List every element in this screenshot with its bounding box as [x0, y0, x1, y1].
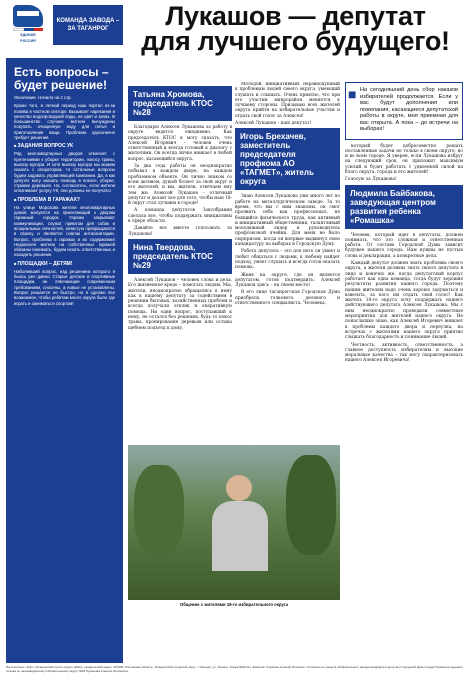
article-signature: Алексей Лукашов – наш депутат! — [235, 121, 312, 127]
callout-box — [345, 82, 463, 140]
article-paragraph: За два года работы он неоднократно побывал в каждом дворе, на каждом проблемном объекте. Он лично знаком со всем активом, душой болеет за свой округ и его жителей, и мы, жители, отвечаем ему тем же. Алексей Лукашов – отличный депутат и делает все для того, чтобы наш 18-й округ стал лучшим в городе! — [128, 164, 232, 207]
article-paragraph: А команда депутатов Заксобрания сделала все, чтобы поддержать инициативы в сфере области. — [128, 208, 232, 225]
flag-stripes — [13, 28, 43, 31]
imprint-footer: Изготовитель: АНО «Таганрогский центр «Курс» (ИНН), юридический адрес: 347900, Ростовская область, Таганрогский городской округ, г. Таганрог, ул. Ленина. Тираж 5000 экз. Заказчик: Лукашов Алексей Игоревич. Оплачено из средств избирательного фонда кандидата в депутаты Городской Думы города Таганрога седьмого созыва по одномандатному избирательному округу №18 Лукашова Алексея Игоревича. — [6, 665, 463, 673]
banner-line2: ЗА ТАГАНРОГ — [67, 26, 109, 32]
title-line1: Лукашов — депутат — [165, 1, 426, 31]
logo-text-line1: ЕДИНАЯ — [20, 33, 36, 37]
article-column-3 — [345, 82, 463, 366]
article-paragraph: Благодарю Алексея Лукашова за работу в округе ведется ежедневно. Как председатель КТОС я могу сказать, что Алексей Игоревич – человек очень ответственный и всегда готовый к диалогу с жителями. Он всегда лично вникает в любой вопрос, касающийся округа. — [128, 125, 232, 162]
sidebar-column — [6, 58, 123, 663]
sidebar-intro: Окончание. Начало на 2 стр. — [14, 95, 72, 100]
sidebar-paragraph: Наболевший вопрос, над решением которого я бьюсь уже давно. Старые детские и спортивные площадки, не отвечающие современным требованиям, сносены, а новые не установлены. Вопрос решается не быстро, но я сделаю все возможное, чтобы ребятам много округа было где играть и заниматься спортом! — [14, 268, 115, 306]
callout-marker-icon: ■ — [348, 86, 357, 102]
article-paragraph: Человек, который идет в депутаты, должен понимать, что это сложная и ответственная работа. От состава Городской Думы зависит будущее нашего города. Нам нужны не пустые слова и декларации, а конкретные дела. — [345, 232, 463, 259]
speaker-heading: Игорь Брехачев, заместитель председателя профкома АО «ТАГМЕТ», житель округа — [235, 128, 340, 190]
article-paragraph: Работа депутата – это для него он умеет и любит общаться с людьми, к любому найдет подход, умеет слушать и всегда готов оказать помощь. — [235, 249, 340, 271]
party-logo — [6, 5, 50, 55]
candidate-photo — [128, 445, 340, 600]
photo-caption: Общение с жителями 18-го избирательного округа — [179, 602, 289, 607]
sidebar-paragraph: На улице Морозова жители многоквартирных домов жалуются на прилегающий к дворам гаражный городок. Гаражи закрывают коммуникации, служат приютом для собак и асоциальных личностей, зачастую превращаются в свалку и являются очагом антисанитарии. Вопрос, проблема в гаражах и их содержании! Недоволен жители на собственных гаражей обязаны понимать, будем искать ответственных и находить решение. — [14, 204, 115, 258]
article-paragraph: Честность, активность, ответственность, а главное доступность избирателям и высокие моральные качества – так могу охарактеризовать нашего Алексея Игоревича! — [345, 342, 463, 364]
article-signature: Голосую за Лукашова! — [345, 177, 397, 183]
article-paragraph: который будет добросовестно решать поставленные задачи не только в своем округе, но и во всем городе. Я уверен, если Лукашова избрут на следующий срок, он приложит максимум усилий и будет работать с удвоенной силой на благо округа, города и его жителей! — [345, 143, 463, 175]
sidebar-subheading: ■ ПЛОЩАДКИ – ДЕТЯМ! — [14, 261, 115, 267]
article-paragraph: Давайте все вместе голосовать за Лукашова! — [128, 226, 232, 237]
article-column-1 — [128, 86, 232, 333]
banner-line1: КОМАНДА ЗАВОДА – — [56, 18, 120, 24]
speaker-heading: Татьяна Хромова, председатель КТОС №28 — [128, 86, 232, 121]
title-line2: для лучшего будущего! — [141, 26, 450, 56]
photo-person-head — [226, 475, 252, 501]
photo-tree — [134, 465, 184, 555]
sidebar-subheading: ■ ЗАДАНИЯ ВОПРОС УК — [14, 143, 115, 149]
speaker-heading: Нина Твердова, председатель КТОС №29 — [128, 239, 232, 274]
callout-text: На сегодняшний день сбор наказов избирателей продолжается. Если у вас будут дополнения или пожелания, касающиеся депутатской работы в округе, моя приемная для вас открыта. А пока – до встречи на выборах! — [360, 87, 458, 132]
speaker-heading: Людмила Байбакова, заведующая центром развития ребенка «Ромашка» — [345, 185, 463, 229]
sidebar-subheading: ■ ПРОБЛЕМА В ГАРАЖАХ? — [14, 197, 115, 203]
photo-tree — [286, 455, 336, 555]
article-paragraph: Знаю Алексея Лукашова уже много лет по работе на металлургическом заводе. За то время, что мы с ним знакомы, он смог проявить себя как профессионал, не боящийся физического труда, как активный и инициативный общественник, талантливый молодежный лидер и руководитель профсоюзной ячейки. Для меня не было сюрпризом, когда он впервые выдвинул свою кандидатуру на выборах в Городскую Думу. — [235, 194, 340, 248]
article-column-2 — [235, 82, 340, 308]
sidebar-paragraph: Кроме того, в летний период наш портал из-за полива в частном секторе. Вызывает нарекания и качество водопроводной воды, ее цвет и запах. В большинстве случаев жители вынуждены покупать очищенную воду для питья и приготовления пищи. Проблема однозначно требует решения. — [14, 103, 115, 141]
article-paragraph: В его лице таганрогская Городская Дума приобрела толкового, делового и ответственного специалиста. Человека, — [235, 290, 340, 307]
article-paragraph: Каждый депутат должен знать проблемы своего округа, а жители должны знать своего депутата в лицо и конечно же, когда депутатский корпус работает как одна команда, тогда будут хорошие результаты развития нашего города. Поэтому нашим жителям надо очень хорошо задуматься и взвесить, за кого им отдать свой голос! Как житель 18-го округа хочу поддержать нашего действующего депутата Алексея Лукашова. Мы с ним неоднократно проводили совместные мероприятия для жителей нашего округа. Не понаслышке знаю, как Алексей Игоревич вникает в проблемы каждого двора и переулка, на встречах с жителями нашего округа приятно слышать благодарность и понимание людей. — [345, 261, 463, 341]
sidebar-paragraph: Ряд многоквартирных дворов отмечает с претензиями к уборке территории, покосу травы, вывозу мусора. И хотя вывозу мусора мы можем сказать с оператором, то остальные вопросы будем задавать управляющей компании. Да, в как депутат могу оказать помощь в покосе, уборке, стрижке деревьев. Но, согласитесь, если жители оплачивают услугу УК, они должны ее получать! — [14, 151, 115, 194]
bear-emblem-icon — [13, 5, 43, 27]
slogan-banner — [53, 5, 123, 45]
photo-person-body — [212, 501, 268, 571]
sidebar-heading: Есть вопросы – будет решение! — [14, 65, 109, 92]
article-paragraph: Молодой, инициативный, неравнодушный к проблемам людей своего округа, умеющий слушать и слышать. Очень приятно, что при его участии микрорайон меняется к лучшему стороны. Призываю всех жителей округа прийти на избирательные участки и отдать свой голос за Алексея! — [235, 82, 340, 119]
article-paragraph: Живя на округе, где он является депутатом, готов подтвердить: Алексей Лукашов здесь – на своем месте! — [235, 272, 340, 289]
logo-text-line2: РОССИЯ — [20, 39, 36, 43]
page-title — [128, 1, 463, 56]
article-paragraph: Алексей Лукашов – человек слова и дела. Его жизненное кредо – помогать людям. Мы, жители, неоднократно обращались к нему как к нашему депутату за содействием в решении бытовых, хозяйственных проблем и всегда получали отклик и оперативную помощь. Ни один вопрос, поступавший к нему, не остался без решения, будь то покос травы, кронирование деревьев или остыка щебнем подъезд к дому. — [128, 277, 232, 331]
